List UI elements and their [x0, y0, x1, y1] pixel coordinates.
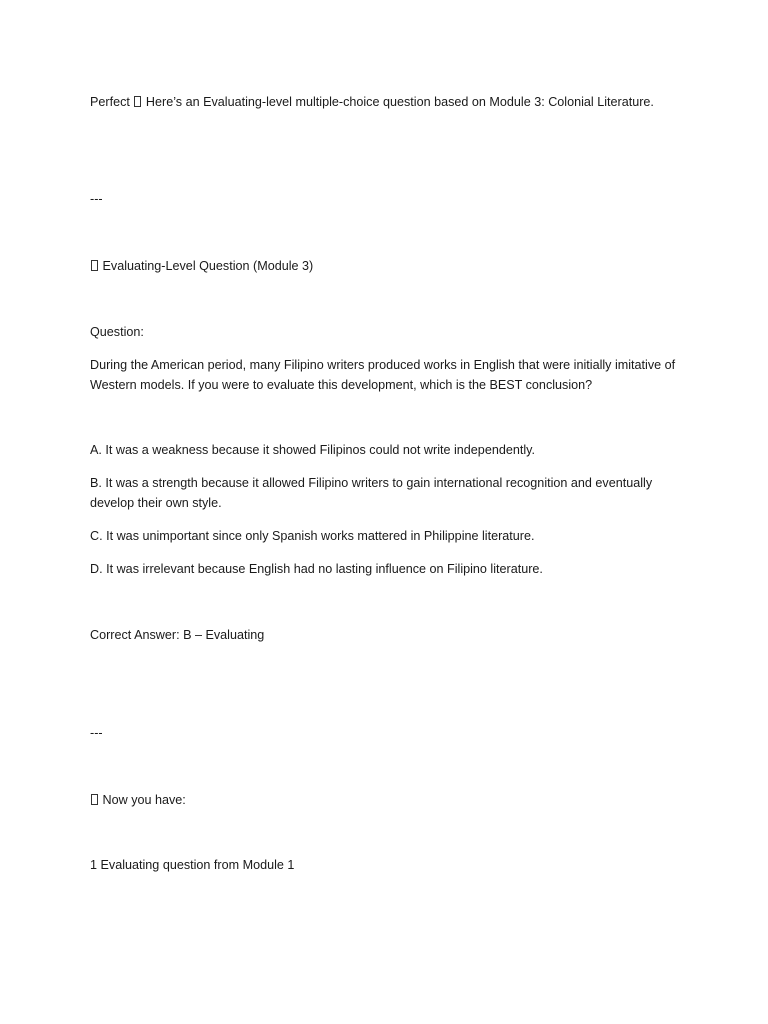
- intro-prefix: Perfect: [90, 95, 130, 109]
- option-b: B. It was a strength because it allowed Filipino writers to gain international recognition and eventually develop their own style.: [90, 476, 653, 510]
- question-text: During the American period, many Filipino writers produced works in English that were initially imitative of Western models. If you were to evaluate this development, which is the BEST conclusion?: [90, 358, 676, 392]
- separator-2: ---: [90, 726, 103, 740]
- separator-1: ---: [90, 192, 103, 206]
- option-d: D. It was irrelevant because English had no lasting influence on Filipino literature.: [90, 562, 543, 576]
- question-label: Question:: [90, 325, 144, 339]
- missing-glyph-icon: [91, 260, 98, 271]
- intro-paragraph: [90, 92, 680, 112]
- option-a: A. It was a weakness because it showed Filipinos could not write independently.: [90, 443, 535, 457]
- summary-heading-line: [90, 790, 680, 810]
- summary-heading: Now you have:: [102, 793, 186, 807]
- option-c: C. It was unimportant since only Spanish works mattered in Philippine literature.: [90, 529, 535, 543]
- missing-glyph-icon: [91, 794, 98, 805]
- correct-answer: Correct Answer: B – Evaluating: [90, 628, 265, 642]
- question-heading: Evaluating-Level Question (Module 3): [102, 259, 314, 273]
- summary-item: 1 Evaluating question from Module 1: [90, 858, 295, 872]
- question-heading-line: [90, 256, 680, 276]
- missing-glyph-icon: [134, 96, 141, 107]
- intro-text: Here’s an Evaluating-level multiple-choice question based on Module 3: Colonial Literature.: [145, 95, 654, 109]
